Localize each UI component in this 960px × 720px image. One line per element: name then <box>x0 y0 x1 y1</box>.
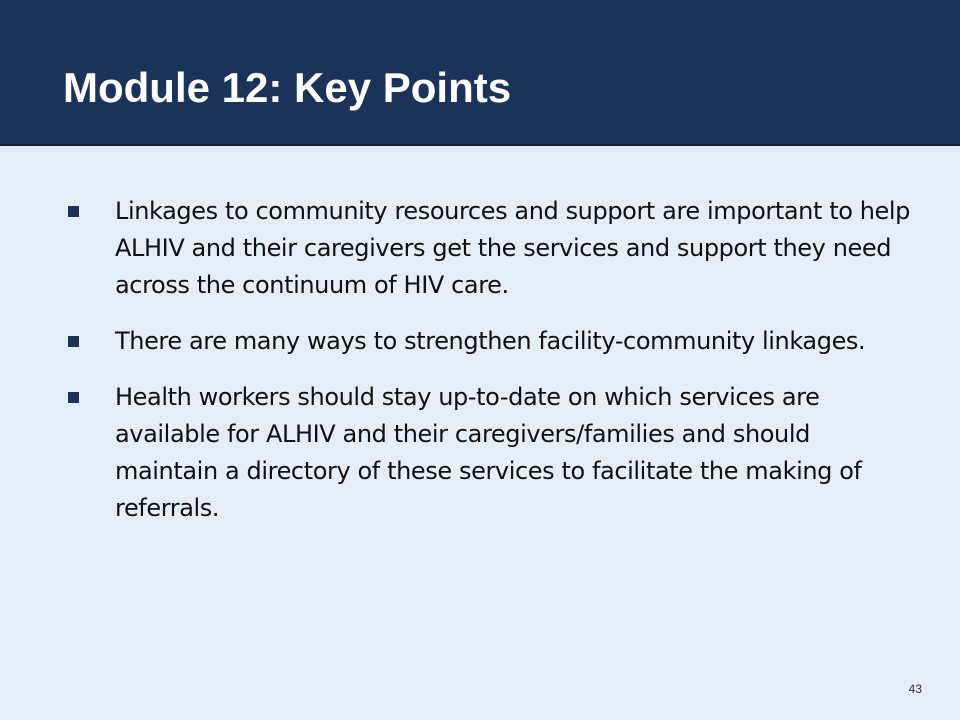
bullet-text: Linkages to community resources and support are important to help ALHIV and their caregivers get the services and support they need across the continuum of HIV care. <box>115 197 910 299</box>
bullet-text: Health workers should stay up-to-date on which services are available for ALHIV and their caregivers/families and should maintain a directory of these services to facilitate the making of referrals. <box>115 383 862 522</box>
square-bullet-icon <box>68 206 79 217</box>
bullet-list <box>68 193 918 546</box>
bullet-text: There are many ways to strengthen facility-community linkages. <box>115 327 866 355</box>
page-number: 43 <box>908 682 922 696</box>
bullet-item <box>68 323 918 360</box>
bullet-item <box>68 379 918 527</box>
slide-title: Module 12: Key Points <box>63 64 512 111</box>
bullet-item <box>68 193 918 304</box>
square-bullet-icon <box>68 392 79 403</box>
square-bullet-icon <box>68 336 79 347</box>
title-bar <box>0 0 960 146</box>
